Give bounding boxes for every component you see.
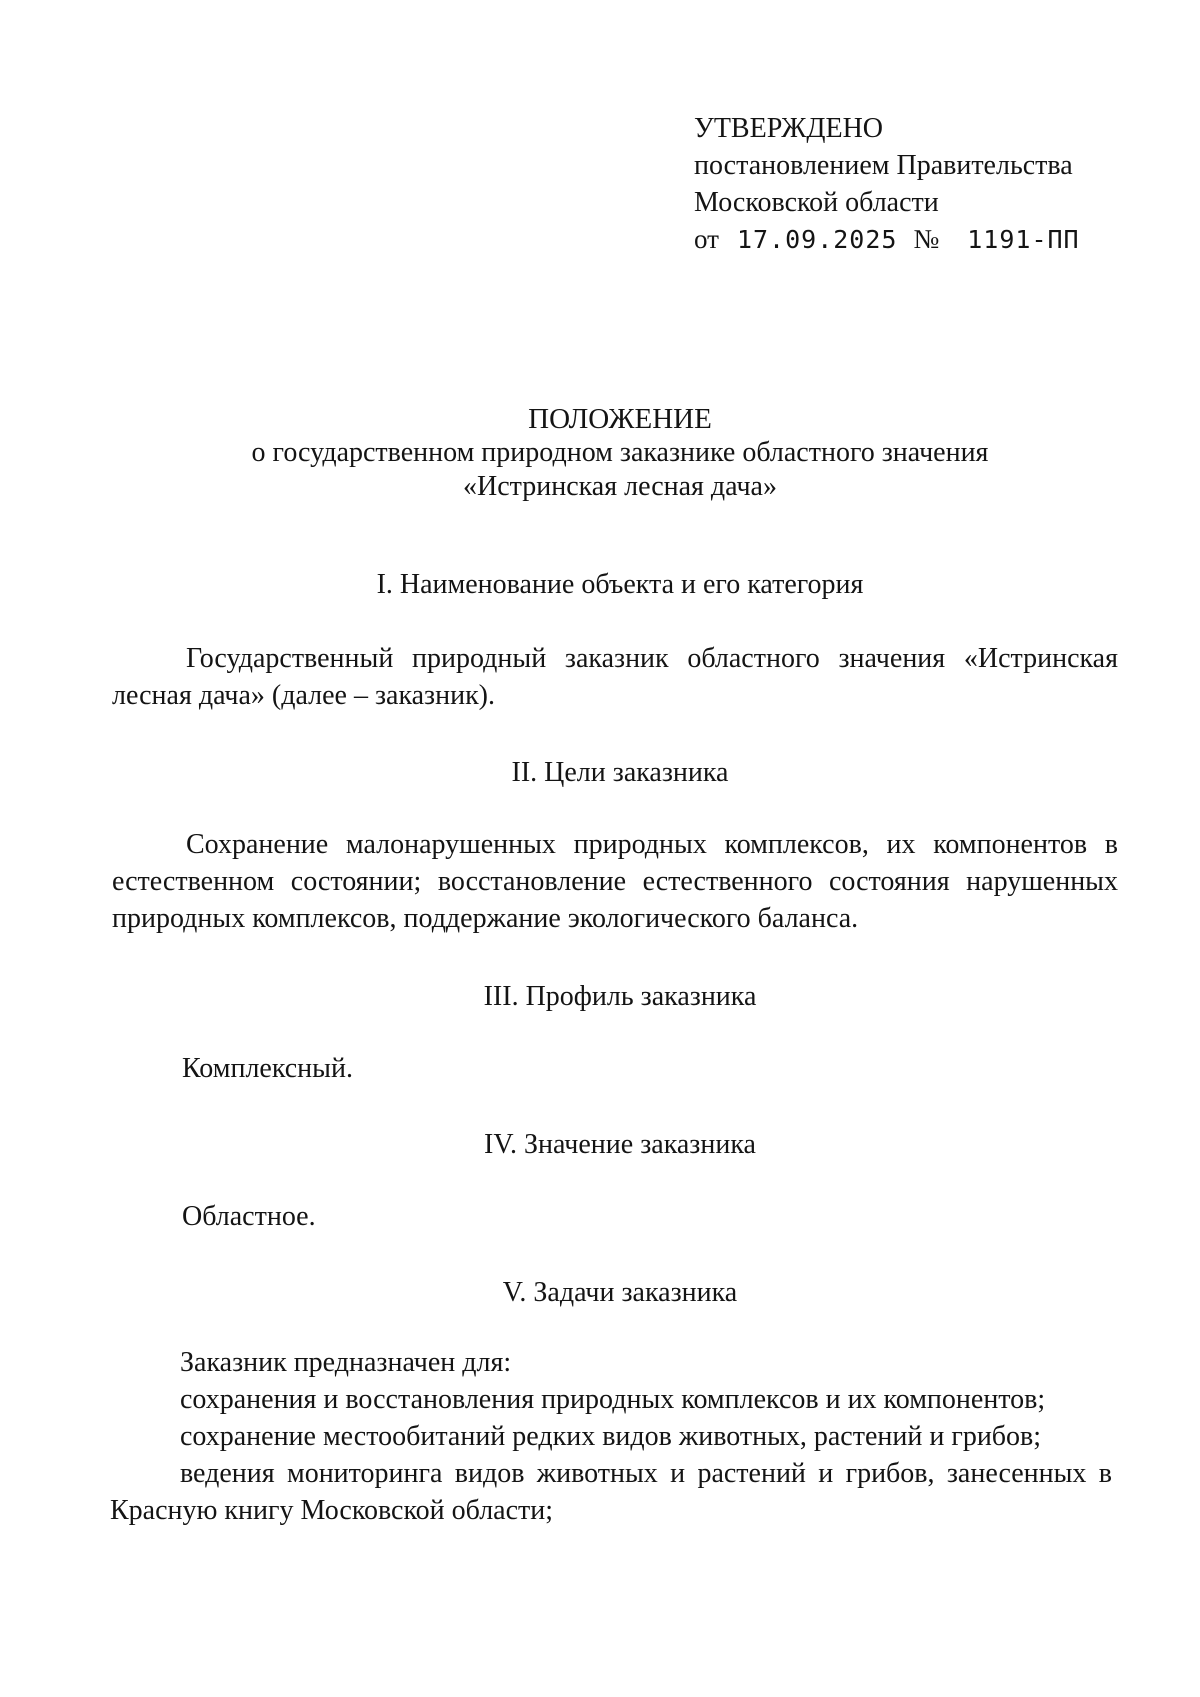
list-item: сохранение местообитаний редких видов животных, растений и грибов; xyxy=(180,1421,1042,1452)
section-2-paragraph: Сохранение малонарушенных природных комплексов, их компонентов в естественном состоянии; восстановление естественного состояния нарушенных природных комплексов, поддержание экологического баланса. xyxy=(112,829,1118,934)
section-5-intro: Заказник предназначен для: xyxy=(180,1347,512,1378)
approval-stamp xyxy=(694,110,1080,258)
approval-date-number-row xyxy=(694,221,1080,258)
document-title-main: ПОЛОЖЕНИЕ xyxy=(528,403,712,435)
approval-number-sign: № xyxy=(913,224,940,254)
approval-region: Московской области xyxy=(694,187,939,218)
section-3-text: Комплексный. xyxy=(182,1053,353,1084)
approval-from-label: от xyxy=(694,224,719,254)
document-title xyxy=(0,402,1200,504)
approval-authority: постановлением Правительства xyxy=(694,150,1073,181)
section-4-heading: IV. Значение заказника xyxy=(484,1129,756,1160)
section-1-heading: I. Наименование объекта и его категория xyxy=(376,569,864,600)
section-2-text xyxy=(112,826,1118,937)
approval-title: УТВЕРЖДЕНО xyxy=(694,113,884,144)
list-item: ведения мониторинга видов животных и растений и грибов, занесенных в Красную книгу Московской области; xyxy=(110,1458,1112,1526)
section-5-list xyxy=(110,1344,1112,1529)
section-5-heading: V. Задачи заказника xyxy=(502,1277,738,1308)
section-1-paragraph: Государственный природный заказник областного значения «Истринская лесная дача» (далее – заказник). xyxy=(112,643,1118,711)
section-4-text: Областное. xyxy=(182,1201,316,1232)
document-title-subtitle: о государственном природном заказнике областного значения xyxy=(251,437,989,468)
document-title-name: «Истринская лесная дача» xyxy=(463,471,777,502)
section-3-heading: III. Профиль заказника xyxy=(483,981,757,1012)
approval-date: 17.09.2025 xyxy=(736,225,898,254)
section-2-heading: II. Цели заказника xyxy=(511,757,729,788)
section-1-text xyxy=(112,640,1118,714)
approval-number: 1191-ПП xyxy=(967,225,1080,254)
list-item: сохранения и восстановления природных комплексов и их компонентов; xyxy=(180,1384,1046,1415)
